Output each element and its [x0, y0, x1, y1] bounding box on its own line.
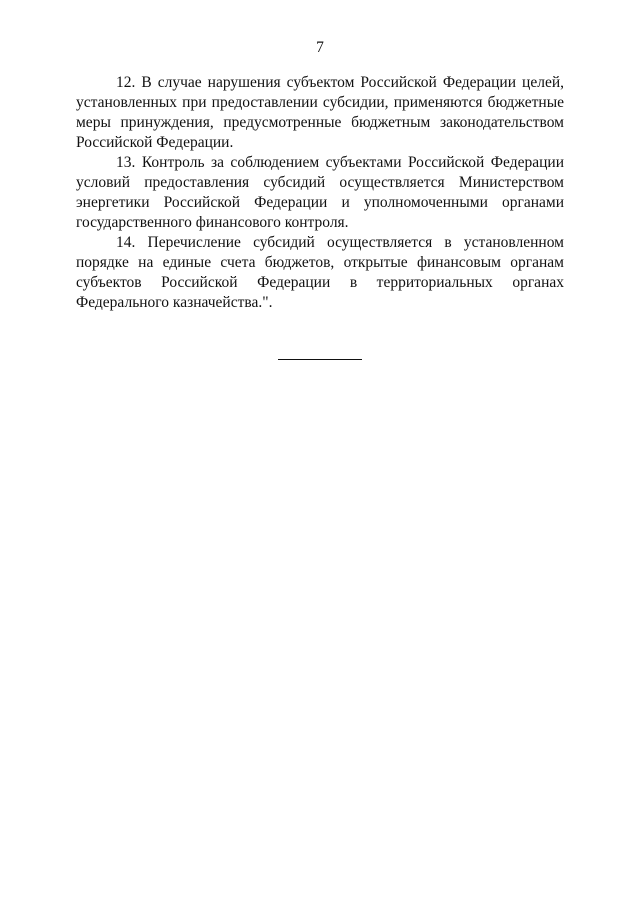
end-separator-line	[278, 359, 362, 360]
document-body	[76, 73, 564, 313]
paragraph-14: 14. Перечисление субсидий осуществляется в установленном порядке на единые счета бюджетов, открытые финансовым органам субъектов Российской Федерации в территориальных органах Федерального казначейства.".	[76, 234, 564, 311]
page-number: 7	[316, 39, 324, 56]
paragraph-12: 12. В случае нарушения субъектом Российской Федерации целей, установленных при предоставлении субсидии, применяются бюджетные меры принуждения, предусмотренные бюджетным законодательством Российской Федерации.	[76, 74, 564, 151]
paragraph-13: 13. Контроль за соблюдением субъектами Российской Федерации условий предоставления субсидий осуществляется Министерством энергетики Российской Федерации и уполномоченными органами государственного финансового контроля.	[76, 154, 564, 231]
